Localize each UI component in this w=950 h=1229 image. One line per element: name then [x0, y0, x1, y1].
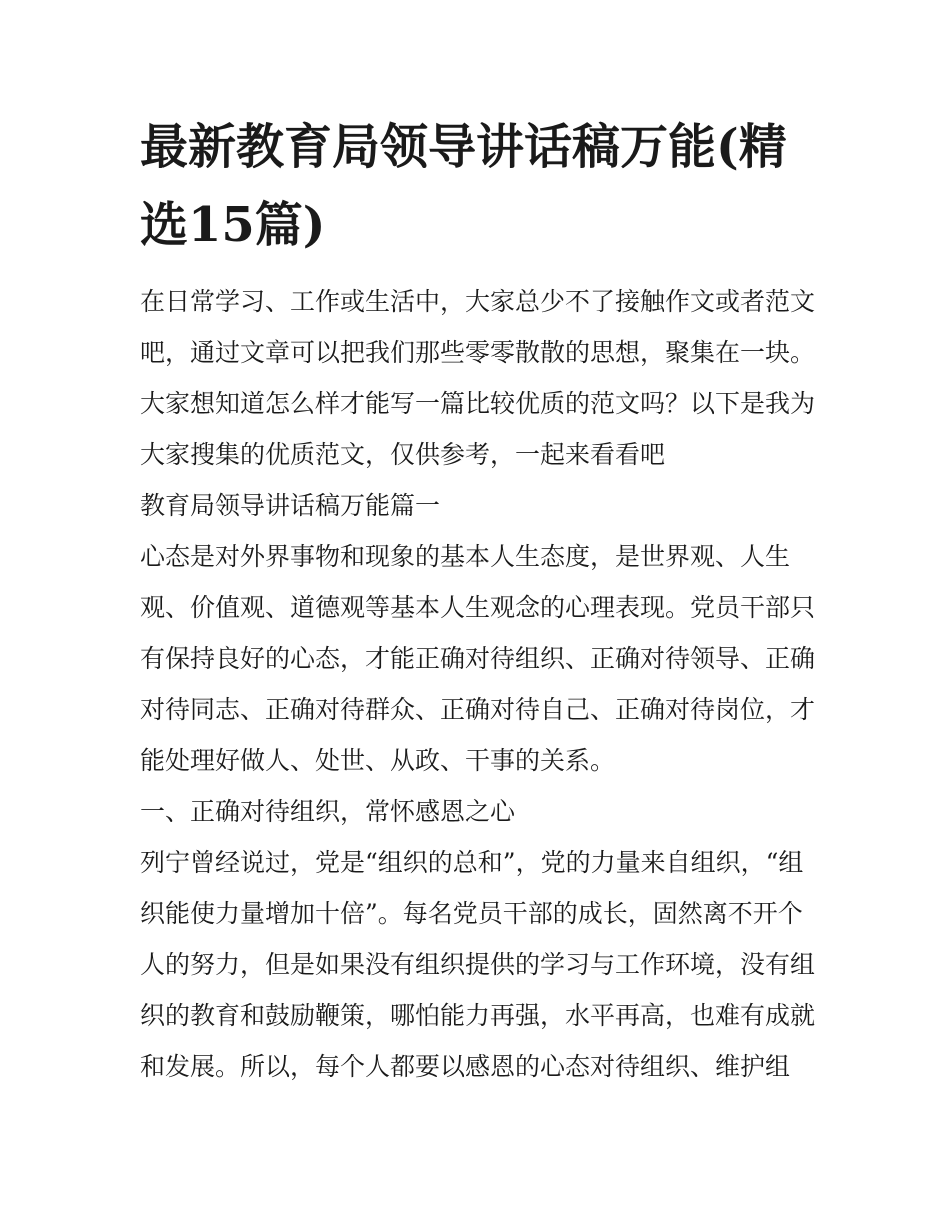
body-paragraph: 心态是对外界事物和现象的基本人生态度，是世界观、人生观、价值观、道德观等基本人生观念的心理表现。党员干部只有保持良好的心态，才能正确对待组织、正确对待领导、正确对待同志、正确对待群众、正确对待自己、正确对待岗位，才能处理好做人、处世、从政、干事的关系。	[140, 542, 816, 775]
document-title: 最新教育局领导讲话稿万能(精选15篇)	[140, 119, 787, 253]
section-heading: 教育局领导讲话稿万能篇一	[140, 491, 441, 520]
intro-paragraph: 在日常学习、工作或生活中，大家总少不了接触作文或者范文吧，通过文章可以把我们那些零零散散的思想，聚集在一块。大家想知道怎么样才能写一篇比较优质的范文吗？以下是我为大家搜集的优质范文，仅供参考，一起来看看吧	[140, 287, 816, 469]
subheading: 一、正确对待组织，常怀感恩之心	[140, 797, 516, 826]
body-paragraph: 列宁曾经说过，党是“组织的总和”，党的力量来自组织，“组织能使力量增加十倍”。每名党员干部的成长，固然离不开个人的努力，但是如果没有组织提供的学习与工作环境，没有组织的教育和鼓励鞭策，哪怕能力再强，水平再高，也难有成就和发展。所以，每个人都要以感恩的心态对待组织、维护组	[140, 848, 816, 1081]
